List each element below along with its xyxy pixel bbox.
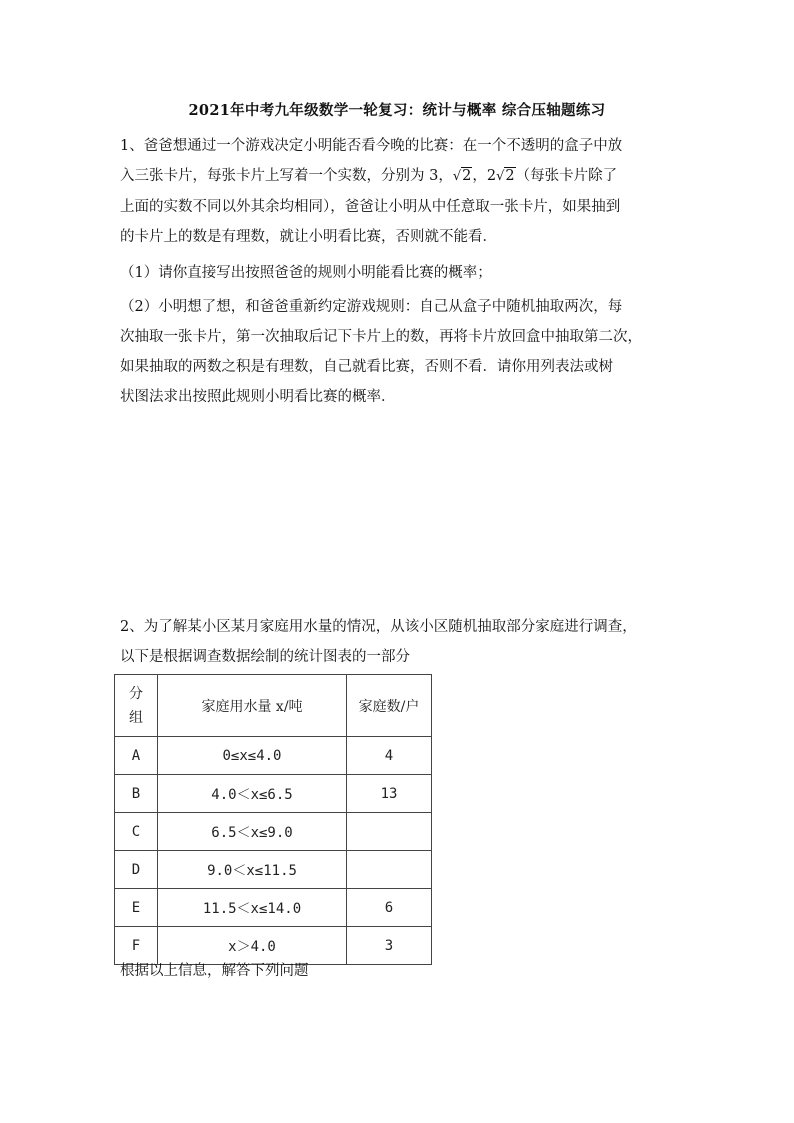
count-cell [347,813,432,851]
header-usage-cell: 家庭用水量 x/吨 [158,675,347,737]
table-row [115,813,432,851]
table-row [115,889,432,927]
question-1-part-1 [120,258,676,288]
header-group-cell [115,675,158,737]
q1-line-2-text-a: 入三张卡片，每张卡片上写着一个实数，分别为 3， [120,168,453,184]
count-cell [347,851,432,889]
count-cell: 3 [347,927,432,965]
range-cell: 6.5＜x≤9.0 [158,813,347,851]
question-1-part-2 [120,292,676,412]
q1-line-3: 上面的实数不同以外其余均相同），爸爸让小明从中任意取一张卡片，如果抽到 [120,199,621,215]
q1-line-1: 1、爸爸想通过一个游戏决定小明能否看今晚的比赛：在一个不透明的盒子中放 [120,138,623,154]
group-cell: E [115,889,158,927]
radicand: 2 [462,168,472,184]
group-cell: D [115,851,158,889]
q1-line-2-text-b: ，2 [472,168,497,184]
radicand: 2 [505,168,515,184]
range-cell: 4.0＜x≤6.5 [158,775,347,813]
q1-line-2-text-c: （每张卡片除了 [515,168,618,184]
q2-line-1: 2、为了解某小区某月家庭用水量的情况，从该小区随机抽取部分家庭进行调查， [120,619,637,635]
sqrt-expression [453,161,473,192]
q1-sub2-line-3: 如果抽取的两数之积是有理数，自己就看比赛，否则不看．请你用列表法或树 [120,359,613,375]
q1-sub1-text: （1）请你直接写出按照爸爸的规则小明能看比赛的概率； [120,265,492,281]
water-usage-table [114,674,432,965]
header-count-cell: 家庭数/户 [347,675,432,737]
range-cell: x＞4.0 [158,927,347,965]
question-2 [120,612,676,672]
radical-sign-icon: √ [496,169,505,184]
q1-line-4: 的卡片上的数是有理数，就让小明看比赛，否则就不能看． [120,229,497,245]
range-cell: 11.5＜x≤14.0 [158,889,347,927]
group-cell: A [115,737,158,775]
q1-sub2-line-1: （2）小明想了想，和爸爸重新约定游戏规则：自己从盒子中随机抽取两次，每 [120,299,623,315]
q2-followup-text: 根据以上信息，解答下列问题 [120,963,309,979]
group-cell: C [115,813,158,851]
radical-sign-icon: √ [452,169,462,184]
header-group-bottom: 组 [129,709,143,726]
question-1 [120,131,676,252]
q1-sub2-line-2: 次抽取一张卡片，第一次抽取后记下卡片上的数，再将卡片放回盒中抽取第二次， [120,329,642,345]
table-row [115,851,432,889]
range-cell: 0≤x≤4.0 [158,737,347,775]
q1-line-2 [120,161,676,192]
range-cell: 9.0＜x≤11.5 [158,851,347,889]
count-cell: 13 [347,775,432,813]
count-cell: 6 [347,889,432,927]
q2-line-2: 以下是根据调查数据绘制的统计图表的一部分 [120,649,410,665]
header-group-top: 分 [129,685,143,702]
sqrt-expression [496,161,516,192]
count-cell: 4 [347,737,432,775]
table-row [115,775,432,813]
table-header-row [115,675,432,737]
page-title: 2021年中考九年级数学一轮复习：统计与概率 综合压轴题练习 [188,102,606,119]
group-cell: F [115,927,158,965]
group-cell: B [115,775,158,813]
table-row [115,737,432,775]
q1-sub2-line-4: 状图法求出按照此规则小明看比赛的概率． [120,389,396,405]
